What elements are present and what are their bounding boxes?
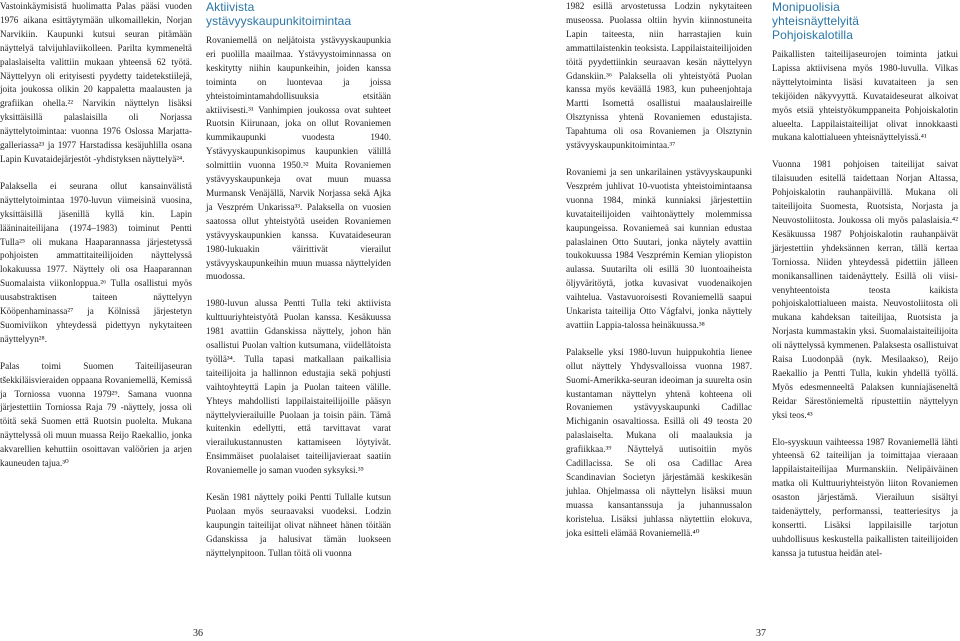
section-heading-line: Aktiivista (206, 0, 255, 14)
paragraph: Palakselle yksi 1980-luvun huippukohtia lienee ollut näyttely Yhdysvalloissa vuonna 1987. Suomi-Amerikka-seuran ideoiman ja suurelta osin kustantaman näyttelyn yhtenä kohteena oli Rovaniemen ystävyyskaupunki Cadillac Michiganin osavaltiossa. Esillä oli 49 teosta 20 palaslaiselta. Mukana oli maalauksia ja grafiikkaa.³⁹ Näyttelyä uutisoitiin myös Cadillacissa. Se oli osa Cadillac Area Scandinavian Societyn järjestämää keskikesän juhlaa. Ohjelmassa oli näyttelyn lisäksi muun muassa kansantanssuja ja juhannussalon koristelua. Lisäksi juhlassa näytettiin elokuva, joka esitteli elämää Rovaniemellä.⁴⁰ (566, 346, 752, 538)
paragraph: Rovaniemi ja sen unkarilainen ystävyyskaupunki Veszprém juhlivat 10-vuotista yhteistoimintaansa vuonna 1984, minkä kunniaksi järjestettiin kuvataiteilijoiden vaihtonäyttely molemmissa kaupungeissa. Rovaniemeä sai kunnian edustaa palaslainen Otto Suutari, jonka näytely avattiin toukokuussa 1984 Veszprémin Kemian yliopiston aulassa. Suutarilta oli esillä 30 luontoaiheista öljyväritöytä, jotka kuvasivat vuodenaikojen vaihtelua. Vastavuoroisesti Rovaniemellä saapui Unkarista taiteilija Otto Vágfalvi, jonka näyttely avattiin Lappia-talossa heinäkuussa.³⁸ (566, 166, 752, 330)
section-heading (772, 0, 958, 42)
column-1 (0, 0, 192, 484)
section-heading (206, 0, 391, 28)
paragraph: Palaksella ei seurana ollut kansainvälistä näyttelytoimintaa 1970-luvun viimeisinä vuosina, yksittäisillä jäsenillä kyllä kin. Lapin lääninaiteilijana (1974–1983) toiminut Pentti Tulla²⁵ oli mukana Haaparannassa järjestetyssä pohjoisten ammattitaiteilijoiden näyttelyssä lokakuussa 1977. Näyttely oli osa Haaparannan Suomalaista viikonloppua.²⁶ Tulla osallistui myös uusabstraktisen taiteen näyttelyyn Kööpenhaminassa²⁷ ja Kölnissä järjestetyn Suomiviikon yhteydessä pidettyyn nykytaiteen näyttelyyn²⁸. (0, 180, 192, 344)
paragraph: Elo-syyskuun vaihteessa 1987 Rovaniemellä lähti yhteensä 62 taiteilijan ja toimittajaa vieraaan lappilaistaiteilijaa Murmanskiin. Nelipäiväinen matka oli Kulttuuriyhteistyön liiton Rovaniemen osaston järjestämä. Vierailuun sisältyi taidenäyttely, performanssi, teatteriesitys ja konsertti. Lisäksi lappilaisille tarjotun uuhdollisuus keskustella paikallisten taiteilijoiden kanssa ja tutustua heidän atel- (772, 436, 958, 558)
page-number-right: 37 (756, 628, 766, 639)
column-3 (566, 0, 752, 554)
paragraph: Kesän 1981 näyttely poiki Pentti Tullalle kutsun Puolaan myös seuraavaksi vuodeksi. Lodzin kaupungin taiteilijat olivat nähneet hänen töitään Gdanskissa ja halusivat tämän luokseen näyttelynpitoon. Tullan töitä oli vuonna (206, 492, 391, 558)
paragraph: Vastoinkäymisistä huolimatta Palas pääsi vuoden 1976 aikana esittäytymään ulkomaillekin, Norjan Narvikiin. Kaupunki kutsui seuran pitämään näyttelyä talvijuhlaviikolleen. Parilta kymmeneltä palaslaiselta valittiin mukaan yhteensä 62 työtä. Näyttelyyn oli erityisesti pyydetty taidetekstiilejä, joita joukossa olikin 20 kappaletta maalausten ja grafiikan ohella.²² Narvikin näyttelyn lisäksi yksittäisillä palaslaisilla oli Norjassa näyttelytoimintaa: vuonna 1976 Oslossa Marjatta-galleriassa²³ ja 1977 Harstadissa kesäjuhlilla osana Lapin Kuvataidejärjestöt -yhdistyksen näyttelyä²⁴. (0, 1, 192, 164)
section-heading-line: Pohjoiskalotilla (772, 28, 853, 42)
paragraph: 1982 esillä arvostetussa Lodzin nykytaiteen museossa. Puolassa oltiin hyvin kiinnostuneita Lapin taiteesta, niin harrastajien kuin ammattilaistenkin teoksista. Lappilaistaiteilijoiden töitä pyydettiinkin seuraavan kesän näyttelyyn Gdanskiin.³⁶ Palaksella oli yhteistyötä Puolan kanssa myös keväällä 1983, kun puheenjohtaja Martti Isomettä osallistui maalauslaireille Olsztynissa yhtenä Rovaniemen edustajista. Tapahtuma oli osa Rovaniemen ja Olsztynin ystävyyskaupunkitoimintaa.³⁷ (566, 1, 752, 151)
section-heading-line: yhteisnäyttelyitä (772, 14, 860, 28)
column-2 (206, 0, 391, 574)
section-heading-line: Monipuolisia (772, 0, 840, 14)
paragraph: Vuonna 1981 pohjoisen taiteilijat saivat tilaisuuden esitellä taidettaan Norjan Altassa, Pohjoiskalotin rauhanpäivillä. Mukana oli taiteilijoita Suomesta, Ruotsista, Norjasta ja Neuvostoliitosta. Joukossa oli myös palaslaisia.⁴² Kesäkuussa 1987 Pohjoiskalotin rauhanpäivät järjestettiin yhdeksännen kerran, tällä kertaa Torniossa. Niiden yhteydessä pidettiin jälleen monikansallinen taidenäyttely. Esillä oli viisi-venyhteentoista teosta kaikista pohjoiskalottialueen maista. Neuvostoliitosta oli mukana kahdeksan taiteilijaa, Ruotsista ja Norjasta kummastakin yksi. Suomalaistaiteilijoita oli näyttelyssä kymmenen. Palaksesta osallistuivat Raisa Luodonpää (nyk. Mesilaakso), Reijo Raekallio ja Pentti Tulla, kukin yhdellä työllä. Myös edesmenneeltä Palaksen kunniajäseneltä Reidar Särestöniemeltä ripustettiin näyttelyyn yksi teos.⁴³ (772, 159, 958, 420)
paragraph: Rovaniemellä on neljätoista ystävyyskaupunkia eri puolilla maailmaa. Ystävyystoiminnassa on keskitytty niihin kaupunkeihin, joiden kanssa toiminta on luontevaa ja joissa yhteistoimintamahdollisuuksia etsitään aktiivisesti.³¹ Vanhimpien joukossa ovat suhteet Ruotsin Kiirunaan, joka on ollut Rovaniemen kummikaupunki vuodesta 1940. Ystävyyskaupunkisopimus kaupunkien välillä solmittiin vuonna 1950.³² Muita Rovaniemen ystävyyskaupunkeja ovat muun muassa Murmansk Venäjällä, Narvik Norjassa sekä Ajka ja Veszprém Unkarissa³³. Palaksella on vuosien saatossa ollut yhteistyötä useiden Rovaniemen ystävyyskaupunkien kanssa. Kuvataideseuran 1980-lukuakin väirittivät vierailut ystävyyskaupunkeihin muun muassa näyttelyiden muodossa. (206, 35, 391, 282)
section-heading-line: ystävyyskaupunkitoimintaa (206, 14, 352, 28)
paragraph: 1980-luvun alussa Pentti Tulla teki aktiivista kulttuuriyhteistyötä Puolan kanssa. Kesäkuussa 1981 avattiin Gdanskissa näyttely, johon hän osallistui Puolan valtion kutsumana, viidellätoista työllä³⁴. Tulla tapasi matkallaan paikallisia taiteilijoita ja hallinnon edustajia sekä pohjusti vaihtoyhteyttä Lapin ja Puolan taiteen välille. Yhteys mahdollisti lappilaistaiteilijoille pääsyn näyttelyvierailuille Puolaan ja toisin päin. Tämä kuitenkin edellytti, että tarvittavat varat vierailukustannusten kattamiseen löytyivät. Ensimmäiset puolalaiset taiteilijavieraat saatiin Rovaniemelle jo saman vuoden syksyksi.³⁵ (206, 298, 391, 476)
paragraph: Paikallisten taiteilijaseurojen toiminta jatkui Lapissa aktiivisena myös 1980-luvulla. Vilkas näyttelytoiminta lisäsi kuvataiteen ja sen tekijöiden näkyvyyttä. Kuvataideseurat alkoivat myös etsiä yhteistyökumppaneita Pohjoiskalotin alueelta. Lappilaistaiteilijat olivat innokkaasti mukana kalottialueen yhteisnäyttelyissä.⁴¹ (772, 49, 958, 143)
paragraph: Palas toimi Suomen Taiteilijaseuran tšekkiläisvieraiden oppaana Rovaniemellä, Kemissä ja Torniossa vuonna 1979²⁹. Samana vuonna järjestettiin Torniossa Raja 79 -näyttely, jossa oli töitä sekä Suomen että Ruotsin puolelta. Mukana näyttelyssä oli muun muassa Reijo Raekallio, jonka akvarellien kehuttiin osoittavan valöörien ja arjen kauneuden tajua.³⁰ (0, 360, 192, 469)
page-number-left: 36 (193, 628, 203, 639)
column-4 (772, 0, 958, 574)
